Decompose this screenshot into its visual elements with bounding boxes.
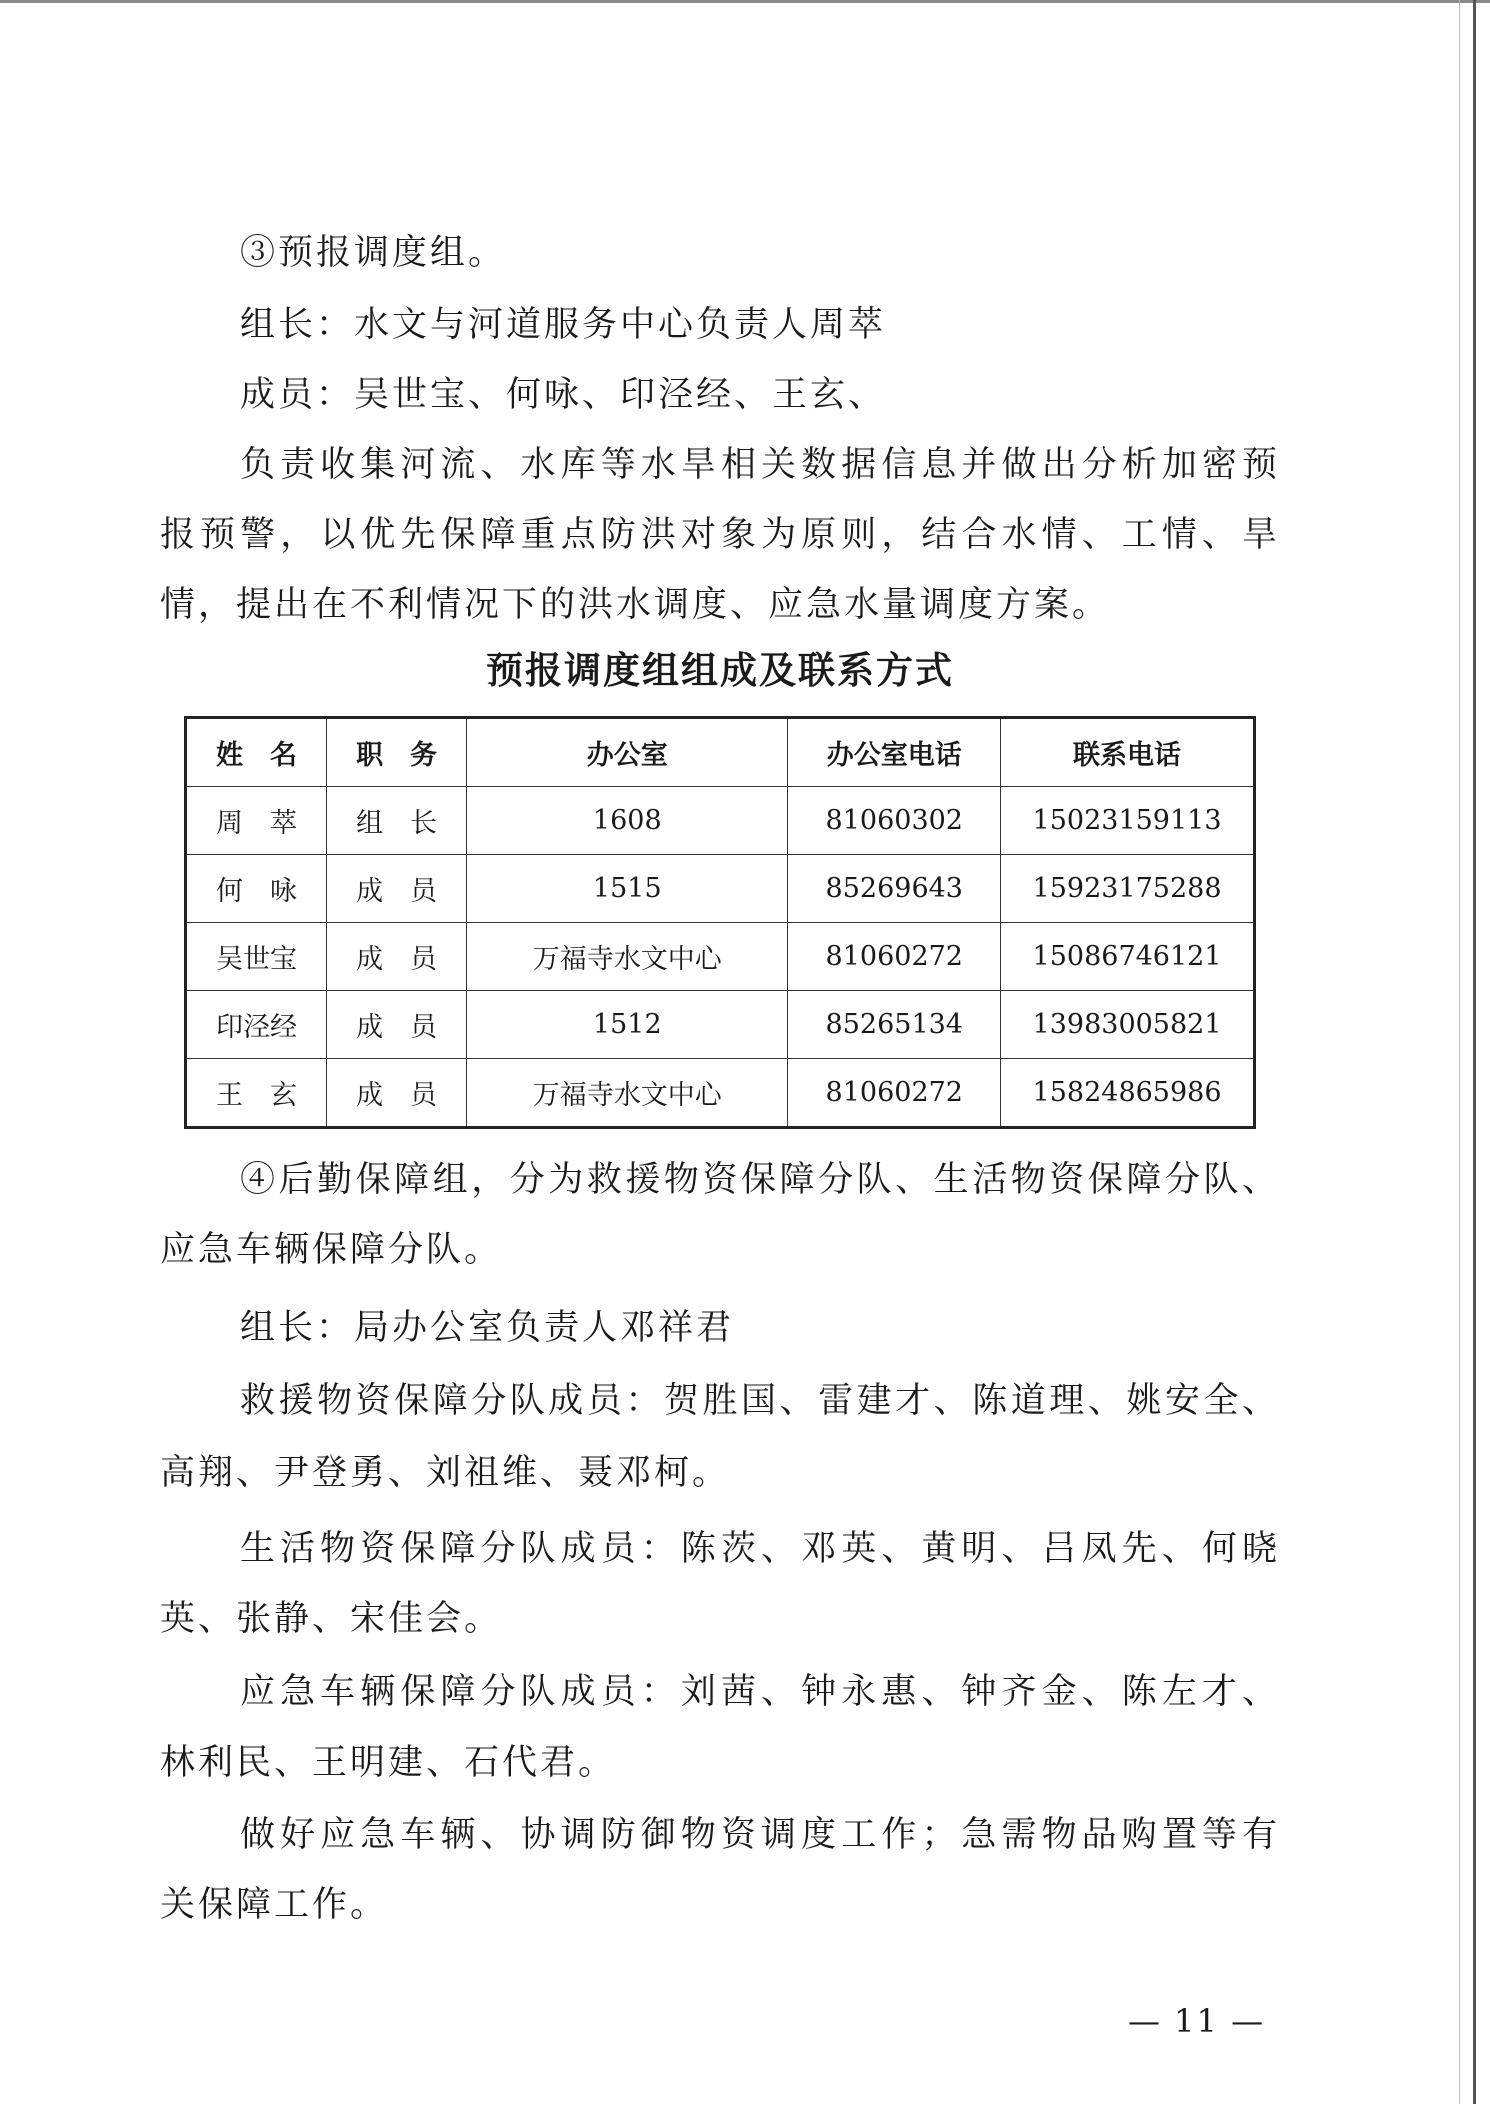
cell-office: 万福寺水文中心 [467,1059,788,1128]
cell-name: 周 萃 [186,787,327,855]
section3-duty-line-2: 报预警，以优先保障重点防洪对象为原则，结合水情、工情、旱 [160,515,1280,555]
section4-heading-line-1: ④后勤保障组，分为救援物资保障分队、生活物资保障分队、 [240,1160,1280,1200]
cell-office: 万福寺水文中心 [467,923,788,991]
cell-office: 1608 [467,787,788,855]
cell-office-phone: 81060302 [788,787,1001,855]
section3-leader: 组长：水文与河道服务中心负责人周萃 [240,305,887,345]
cell-mobile: 15824865986 [1001,1059,1255,1128]
cell-position: 组 长 [327,787,467,855]
section3-members: 成员：吴世宝、何咏、印泾经、王玄、 [240,375,887,415]
vehicle-members-line-2: 林利民、王明建、石代君。 [160,1743,617,1783]
table-row [186,991,1255,1059]
cell-name: 印泾经 [186,991,327,1059]
rescue-members-line-1: 救援物资保障分队成员：贺胜国、雷建才、陈道理、姚安全、 [240,1381,1280,1421]
table-title: 预报调度组组成及联系方式 [486,648,954,692]
section4-leader: 组长：局办公室负责人邓祥君 [240,1308,735,1348]
cell-name: 何 咏 [186,855,327,923]
cell-position: 成 员 [327,1059,467,1128]
header-office: 办公室 [467,718,788,787]
header-name: 姓 名 [186,718,327,787]
section3-heading: ③预报调度组。 [240,233,507,273]
cell-mobile: 15086746121 [1001,923,1255,991]
table-row [186,923,1255,991]
cell-office-phone: 81060272 [788,1059,1001,1128]
section4-duty-line-2: 关保障工作。 [160,1885,389,1925]
header-position: 职 务 [327,718,467,787]
table-row [186,787,1255,855]
cell-mobile: 13983005821 [1001,991,1255,1059]
section4-duty-line-1: 做好应急车辆、协调防御物资调度工作；急需物品购置等有 [240,1815,1280,1855]
section3-duty-line-3: 情，提出在不利情况下的洪水调度、应急水量调度方案。 [160,585,1111,625]
cell-position: 成 员 [327,923,467,991]
rescue-members-line-2: 高翔、尹登勇、刘祖维、聂邓柯。 [160,1453,731,1493]
vehicle-members-line-1: 应急车辆保障分队成员：刘茜、钟永惠、钟齐金、陈左才、 [240,1672,1280,1712]
cell-name: 吴世宝 [186,923,327,991]
scan-top-edge [0,0,1490,3]
table-header-row [186,718,1255,787]
contact-table [184,716,1256,1129]
section3-duty-line-1: 负责收集河流、水库等水旱相关数据信息并做出分析加密预 [240,445,1280,485]
header-mobile: 联系电话 [1001,718,1255,787]
cell-position: 成 员 [327,991,467,1059]
table-row [186,1059,1255,1128]
cell-office-phone: 85269643 [788,855,1001,923]
scan-right-edge-faint [1459,0,1460,2104]
cell-office: 1512 [467,991,788,1059]
cell-mobile: 15923175288 [1001,855,1255,923]
cell-position: 成 员 [327,855,467,923]
page-number: — 11 — [1128,2002,1266,2040]
section4-heading-line-2: 应急车辆保障分队。 [160,1230,503,1270]
header-office-phone: 办公室电话 [788,718,1001,787]
cell-office-phone: 81060272 [788,923,1001,991]
living-members-line-2: 英、张静、宋佳会。 [160,1599,503,1639]
living-members-line-1: 生活物资保障分队成员：陈茨、邓英、黄明、吕凤先、何晓 [240,1529,1280,1569]
cell-office-phone: 85265134 [788,991,1001,1059]
cell-name: 王 玄 [186,1059,327,1128]
cell-mobile: 15023159113 [1001,787,1255,855]
table-row [186,855,1255,923]
scan-right-edge [1473,0,1476,2104]
cell-office: 1515 [467,855,788,923]
